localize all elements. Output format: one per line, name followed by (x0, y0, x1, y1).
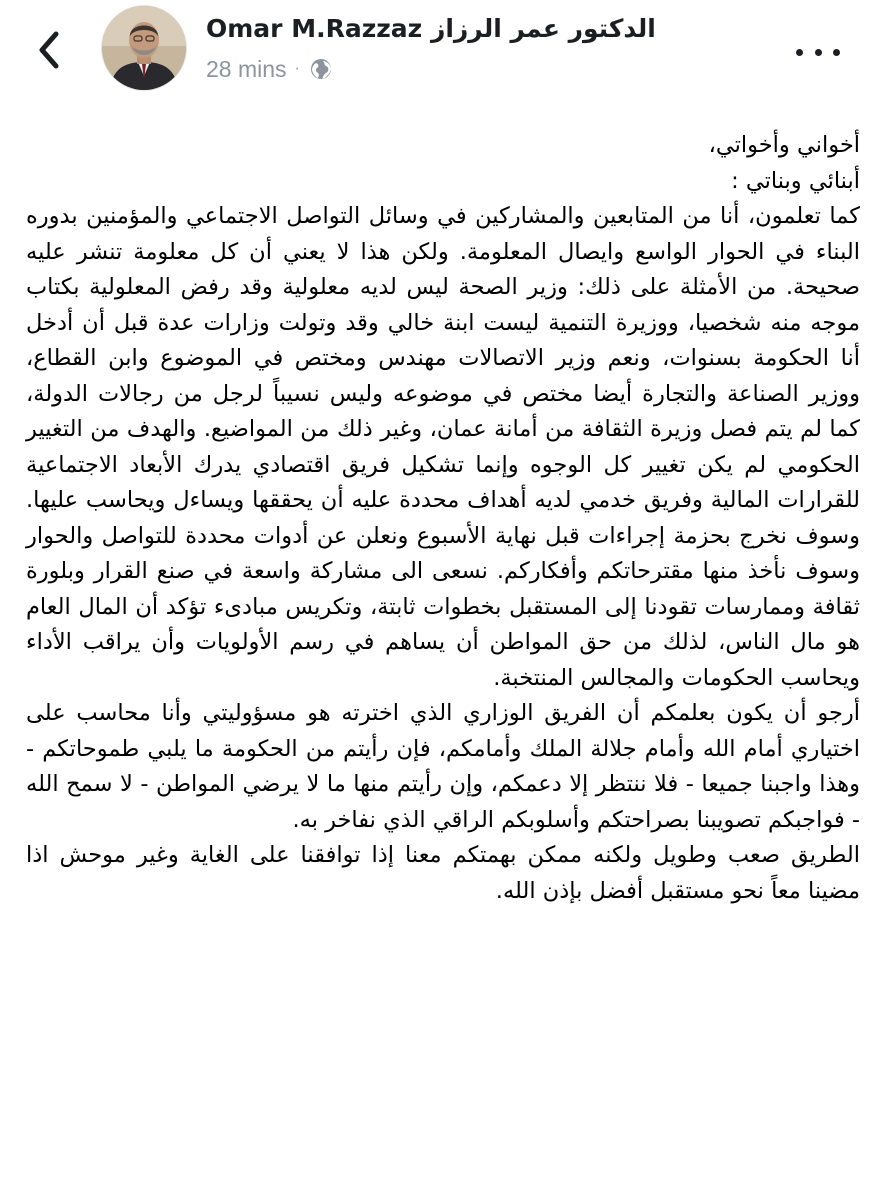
post-paragraph: الطريق صعب وطويل ولكنه ممكن بهمتكم معنا إذا توافقنا على الغاية وغير موحش اذا مضينا معاً نحو مستقبل أفضل بإذن الله. (26, 842, 860, 904)
more-horizontal-icon (796, 49, 803, 56)
post-paragraph: أرجو أن يكون بعلمكم أن الفريق الوزاري الذي اخترته هو مسؤوليتي وأنا محاسب على اختياري أمام الله وأمام جلالة الملك وأمامكم، فإن رأيتم من الحكومة ما يلبي طموحاتكم - وهذا واجبنا جميعا - فلا ننتظر إلا دعمكم، وإن رأيتم منها ما لا يرضي المواطن - لا سمح الله - فواجبكم تصويبنا بصراحتكم وأسلوبكم الراقي الذي نفاخر به. (26, 700, 860, 833)
post-timestamp[interactable]: 28 mins (206, 55, 287, 82)
avatar[interactable] (102, 6, 186, 90)
chevron-left-icon (30, 28, 70, 72)
meta-separator: · (294, 60, 300, 77)
post-header (0, 0, 880, 110)
post-paragraph: كما تعلمون، أنا من المتابعين والمشاركين في وسائل التواصل الاجتماعي والمؤمنين بدوره البناء في الحوار الواسع وايصال المعلومة. ولكن هذا لا يعني أن كل معلومة تنشر عليه صحيحة. من الأمثلة على ذلك: وزير الصحة ليس لديه معلولية وقد رفض المعلولية بكتاب موجه منه شخصيا، ووزيرة التنمية ليست ابنة خالي وقد وتولت وزارات عدة قبل أن أدخل أنا الحكومة بسنوات، ونعم وزير الاتصالات مهندس ومختص في الموضوع وابن القطاع، ووزير الصناعة والتجارة أيضا مختص في موضوعه وليس نسيباً لرجل من رجالات الدولة، كما لم يتم فصل وزيرة الثقافة من أمانة عمان، وغير ذلك من المواضيع. والهدف من التغيير الحكومي لم يكن تغيير كل الوجوه وإنما تشكيل فريق اقتصادي يدرك الأبعاد الاجتماعية للقرارات المالية وفريق خدمي لديه أهداف محددة عليه أن يحققها ويساءل ويحاسب عليها. وسوف نخرج بحزمة إجراءات قبل نهاية الأسبوع ونعلن عن أدوات محددة للتواصل والحوار وسوف نأخذ منها مقترحاتكم وأفكاركم. نسعى الى مشاركة واسعة في صنع القرار وبلورة ثقافة وممارسات تقودنا إلى المستقبل بخطوات ثابتة، وتكريس مبادىء تؤكد أن المال العام هو مال الناس، لذلك من حق المواطن أن يساهم في رسم الأولويات وأن يراقب الأداء ويحاسب الحكومات والمجالس المنتخبة. (26, 203, 860, 691)
post-text (26, 128, 860, 909)
post-paragraph: أخواني وأخواتي، (708, 132, 860, 158)
more-dot (833, 49, 840, 56)
post-meta (206, 54, 332, 84)
globe-icon[interactable] (310, 58, 332, 80)
more-dot (815, 49, 822, 56)
back-button[interactable] (30, 28, 70, 72)
profile-photo (102, 6, 186, 90)
more-options-button[interactable] (796, 40, 840, 64)
author-name[interactable]: Omar M.Razzaz الدكتور عمر الرزاز (206, 14, 656, 43)
post-paragraph: أبنائي وبناتي : (731, 167, 860, 194)
